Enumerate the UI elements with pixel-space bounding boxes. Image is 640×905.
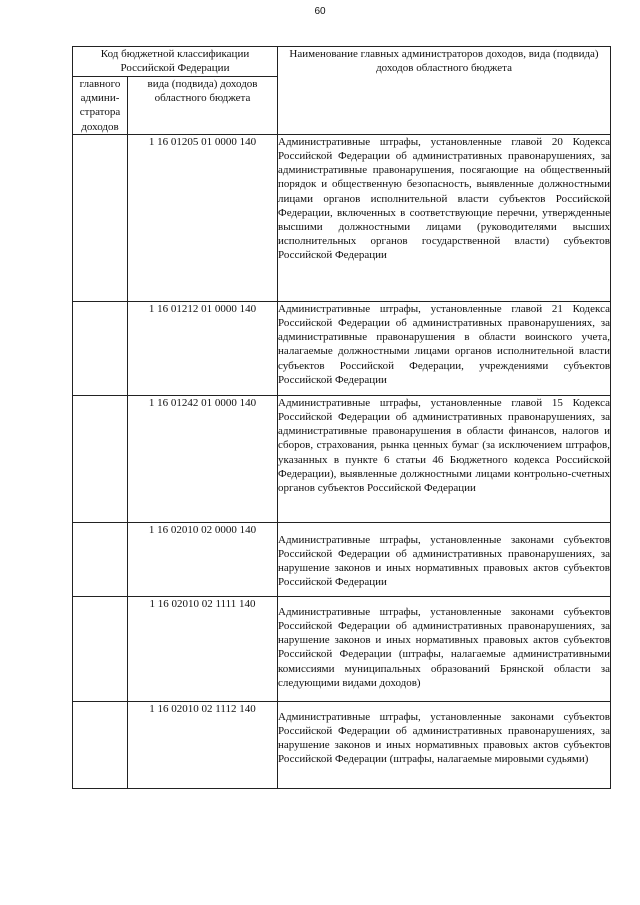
admin-code-cell [73,134,128,301]
table-row [73,596,611,701]
income-code-cell: 1 16 01205 01 0000 140 [128,134,278,301]
page-number: 60 [314,6,326,17]
header-type-column: вида (подвида) доходов областного бюджета [128,77,278,135]
admin-code-cell [73,701,128,788]
income-name-cell: Административные штрафы, установленные законами субъектов Российской Федерации об административных правонарушениях, за нарушение законов и иных нормативных правовых актов субъектов Российской Федерации [278,522,611,596]
income-code-cell: 1 16 02010 02 1112 140 [128,701,278,788]
income-name-cell: Административные штрафы, установленные главой 15 Кодекса Российской Федерации об административных правонарушениях, за административные правонарушения в области финансов, налогов и сборов, страхования, рынка ценных бумаг (за исключением штрафов, указанных в пункте 6 статьи 46 Бюджетного кодекса Российской Федерации), выявленные должностными лицами контрольно-счетных органов субъектов Российской Федерации [278,395,611,522]
income-code-cell: 1 16 01212 01 0000 140 [128,301,278,395]
header-code-group: Код бюджетной классификации Российской Федерации [73,47,278,77]
admin-code-cell [73,301,128,395]
income-code-cell: 1 16 01242 01 0000 140 [128,395,278,522]
table-row [73,134,611,301]
admin-code-cell [73,596,128,701]
header-admin-column: главного админи-стратора доходов [73,77,128,135]
header-name-column: Наименование главных администраторов доходов, вида (подвида) доходов областного бюджета [278,47,611,135]
income-code-cell: 1 16 02010 02 0000 140 [128,522,278,596]
income-name-cell: Административные штрафы, установленные главой 21 Кодекса Российской Федерации об административных правонарушениях, за административные правонарушения в области воинского учета, налагаемые должностными лицами органов исполнительной власти субъектов Российской Федерации, учреждениями субъектов Российской Федерации [278,301,611,395]
admin-code-cell [73,522,128,596]
budget-classification-table [72,46,611,789]
table-header-row [73,47,611,77]
income-name-cell: Административные штрафы, установленные законами субъектов Российской Федерации об административных правонарушениях, за нарушение законов и иных нормативных правовых актов субъектов Российской Федерации (штрафы, налагаемые административными комиссиями муниципальных образований Брянской области за следующими видами доходов) [278,596,611,701]
admin-code-cell [73,395,128,522]
income-name-cell: Административные штрафы, установленные главой 20 Кодекса Российской Федерации об административных правонарушениях, за административные правонарушения, посягающие на общественный порядок и общественную безопасность, выявленные должностными лицами органов исполнительной власти субъектов Российской Федерации, включенных в соответствующие перечни, утвержденные высшими должностными лицами (руководителями высших исполнительных органов государственной власти) субъектов Российской Федерации [278,134,611,301]
table-row [73,301,611,395]
table-row [73,522,611,596]
income-name-cell: Административные штрафы, установленные законами субъектов Российской Федерации об административных правонарушениях, за нарушение законов и иных нормативных правовых актов субъектов Российской Федерации (штрафы, налагаемые мировыми судьями) [278,701,611,788]
income-code-cell: 1 16 02010 02 1111 140 [128,596,278,701]
table-row [73,395,611,522]
table-row [73,701,611,788]
